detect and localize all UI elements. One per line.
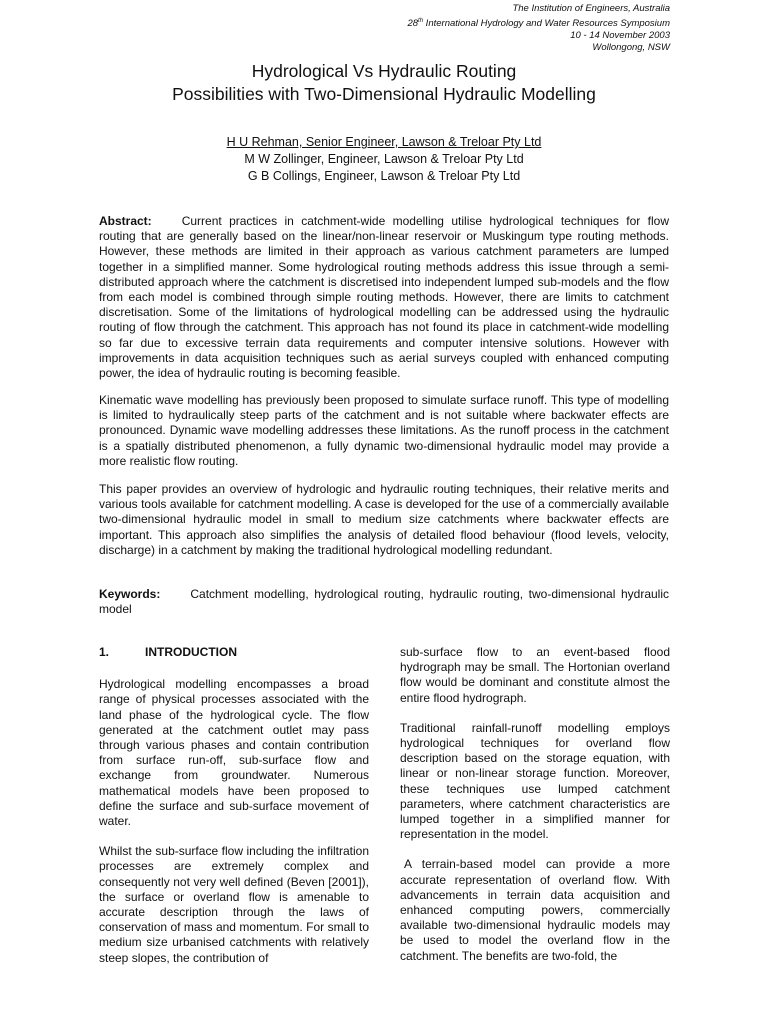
conference-header [407, 3, 670, 54]
keywords-label: Keywords: [99, 587, 161, 601]
header-symposium-name: International Hydrology and Water Resources Symposium [423, 18, 670, 30]
abstract-paragraph-3: This paper provides an overview of hydrologic and hydraulic routing techniques, their relative merits and various tools available for catchment modelling. A case is developed for the use of a commercially available two-dimensional hydraulic model in small to medium size catchments where backwater effects are important. This approach also simplifies the analysis of detailed flood behaviour (flood levels, velocity, discharge) in a catchment by making the traditional hydrological modelling redundant. [99, 482, 669, 557]
intro-paragraph-5: A terrain-based model can provide a more accurate representation of overland flow. With advancements in terrain data acquisition and enhanced computing powers, commercially available two-dimensional hydraulic models may be used to model the overland flow in the catchment. The benefits are two-fold, the [400, 857, 670, 963]
abstract-paragraph-1 [99, 214, 669, 381]
author-3: G B Collings, Engineer, Lawson & Treloar Pty Ltd [247, 169, 521, 183]
intro-paragraph-2: Whilst the sub-surface flow including the infiltration processes are extremely complex and consequently not very well defined (Beven [2001]), the surface or overland flow is amenable to accurate description through the laws of conservation of mass and momentum. For small to medium size urbanised catchments with relatively steep slopes, the contribution of [99, 844, 369, 965]
author-list [0, 134, 768, 185]
abstract-label: Abstract: [99, 214, 152, 228]
intro-paragraph-4: Traditional rainfall-runoff modelling employs hydrological techniques for overland flow description based on the storage equation, with linear or non-linear storage function. Moreover, these techniques use lumped catchment parameters, where catchment characteristics are lumped together in a simplified manner for representation in the model. [400, 720, 670, 842]
keywords-text: Catchment modelling, hydrological routing, hydraulic routing, two-dimensional hydraulic model [99, 587, 669, 617]
intro-paragraph-3: sub-surface flow to an event-based flood hydrograph may be small. The Hortonian overland flow would be dominant and constitute almost the entire flood hydrograph. [400, 645, 670, 705]
intro-paragraph-1: Hydrological modelling encompasses a broad range of physical processes associated with the land phase of the hydrological cycle. The flow generated at the catchment outlet may pass through various phases and contain contribution from surface run-off, sub-surface flow and exchange from groundwater. Numerous mathematical models have been proposed to define the surface and sub-surface movement of water. [99, 677, 369, 829]
section-title: INTRODUCTION [145, 645, 237, 659]
author-2: M W Zollinger, Engineer, Lawson & Treloar Pty Ltd [244, 152, 524, 166]
abstract-paragraph-2: Kinematic wave modelling has previously been proposed to simulate surface runoff. This type of modelling is limited to hydraulically steep parts of the catchment and is not suitable where backwater effects are pronounced. Dynamic wave modelling addresses these limitations. As the runoff process in the catchment is a spatially distributed phenomenon, a fully dynamic two-dimensional hydraulic model may provide a more realistic flow routing. [99, 393, 669, 468]
author-1: H U Rehman, Senior Engineer, Lawson & Treloar Pty Ltd [226, 135, 542, 149]
right-column [400, 645, 670, 979]
keywords-paragraph [99, 587, 669, 617]
header-ordinal-suffix: th [418, 18, 424, 24]
header-institution: The Institution of Engineers, Australia [512, 3, 670, 14]
title-line-2: Possibilities with Two-Dimensional Hydraulic Modelling [172, 84, 596, 104]
header-dates: 10 - 14 November 2003 [570, 30, 670, 42]
header-location: Wollongong, NSW [592, 42, 670, 54]
abstract-text-1: Current practices in catchment-wide modelling utilise hydrological techniques for flow routing that are generally based on the linear/non-linear reservoir or Muskingum type routing methods. However, these methods are limited in their approach as various catchment parameters are lumped together in a simplified manner. Some hydrological routing methods address this issue through a semi-distributed approach where the catchment is discretised into independent lumped sub-models and the flow from each model is combined through simple routing methods. However, there are limits to catchment discretisation. Some of the limitations of hydrological modelling can be addressed using the hydraulic routing of flow through the catchment. This approach has not found its place in catchment-wide modelling so far due to excessive terrain data requirements and computer intensive solutions. However with improvements in data acquisition techniques such as aerial surveys coupled with enhanced computing power, the idea of hydraulic routing is becoming feasible. [99, 214, 669, 381]
paper-title [0, 60, 768, 106]
header-symposium [407, 15, 670, 30]
title-line-1: Hydrological Vs Hydraulic Routing [251, 61, 517, 81]
header-ordinal: 28 [407, 18, 419, 30]
section-heading [99, 645, 369, 660]
section-number: 1. [99, 645, 110, 659]
left-column [99, 645, 369, 981]
